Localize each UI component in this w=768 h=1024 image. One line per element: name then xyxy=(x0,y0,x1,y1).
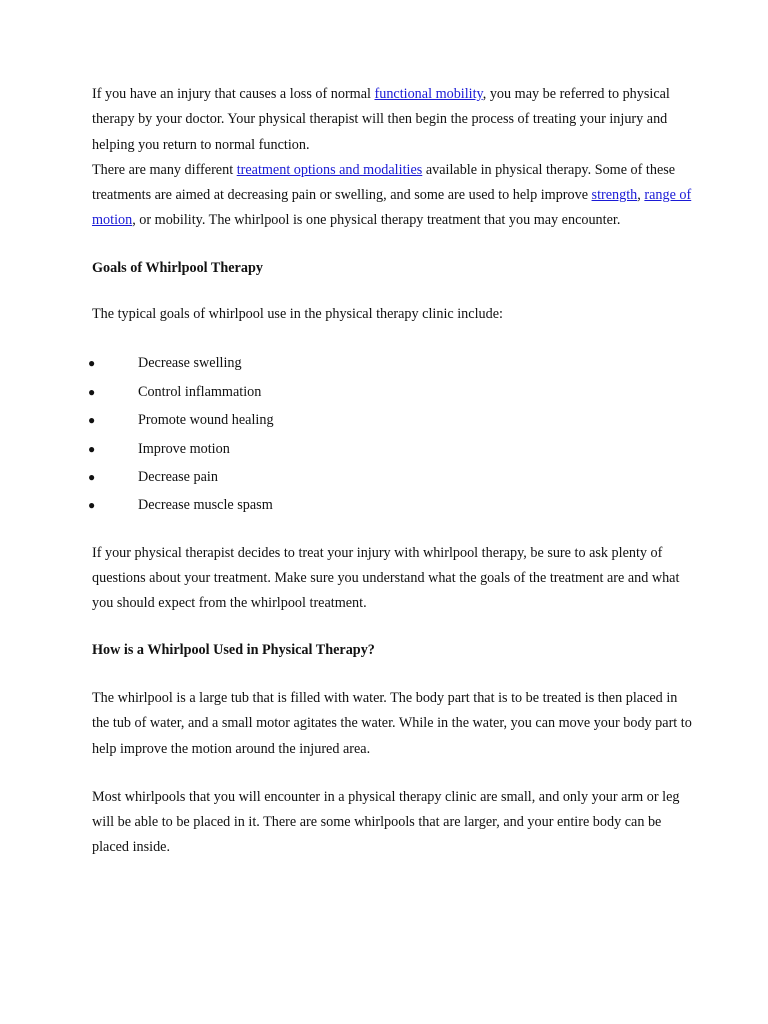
list-item xyxy=(88,435,692,463)
intro-paragraph-2 xyxy=(92,158,692,234)
functional-mobility-link[interactable]: functional mobility xyxy=(374,86,483,102)
goals-lead: The typical goals of whirlpool use in the physical therapy clinic include: xyxy=(92,306,503,323)
list-item-text: Control inflammation xyxy=(138,383,262,400)
list-item xyxy=(88,491,692,519)
bullet-icon: ● xyxy=(88,384,96,399)
intro-text: , xyxy=(637,187,645,204)
list-item xyxy=(88,463,692,491)
goals-heading: Goals of Whirlpool Therapy xyxy=(92,259,263,276)
range-of-motion-link[interactable]: range of motion xyxy=(92,187,692,229)
bullet-icon: ● xyxy=(88,441,96,456)
intro-text: If you have an injury that causes a loss of normal xyxy=(92,86,375,102)
document-page xyxy=(88,82,692,861)
list-item-text: Improve motion xyxy=(138,440,230,457)
list-item xyxy=(88,378,692,406)
intro-text: , or mobility. The whirlpool is one physical therapy treatment that you may encounter. xyxy=(132,212,621,229)
goals-list xyxy=(88,349,692,519)
intro-text: available in physical therapy. Some of these treatments are aimed at decreasing pain or swelling, and some are used to help improve xyxy=(92,161,676,204)
bullet-icon: ● xyxy=(88,356,96,371)
usage-paragraph-2: Most whirlpools that you will encounter in a physical therapy clinic are small, and only your arm or leg will be able to be placed in it. There are some whirlpools that are larger, and your entire body can be placed inside. xyxy=(92,788,680,856)
strength-link[interactable]: strength xyxy=(591,187,638,204)
bullet-icon: ● xyxy=(88,469,96,484)
intro-paragraph-1 xyxy=(92,82,692,158)
usage-paragraph-1: The whirlpool is a large tub that is filled with water. The body part that is to be treated is then placed in the tub of water, and a small motor agitates the water. While in the water, you can move your body part to help improve the motion around the injured area. xyxy=(92,689,692,757)
list-item-text: Decrease swelling xyxy=(138,355,242,372)
list-item-text: Promote wound healing xyxy=(138,412,274,429)
list-item-text: Decrease pain xyxy=(138,468,218,485)
list-item xyxy=(88,406,692,434)
usage-heading: How is a Whirlpool Used in Physical Therapy? xyxy=(92,641,375,658)
intro-text: There are many different xyxy=(92,161,237,178)
goals-followup: If your physical therapist decides to treat your injury with whirlpool therapy, be sure to ask plenty of questions about your treatment. Make sure you understand what the goals of the treatment are and what you should expect from the whirlpool treatment. xyxy=(92,544,680,612)
list-item-text: Decrease muscle spasm xyxy=(138,497,273,514)
intro-text: , you may be referred to physical therapy by your doctor. Your physical therapist will then begin the process of treating your injury and helping you return to normal function. xyxy=(92,86,670,153)
bullet-icon: ● xyxy=(88,498,96,513)
treatment-options-link[interactable]: treatment options and modalities xyxy=(236,161,423,178)
list-item xyxy=(88,349,692,377)
bullet-icon: ● xyxy=(88,413,96,428)
